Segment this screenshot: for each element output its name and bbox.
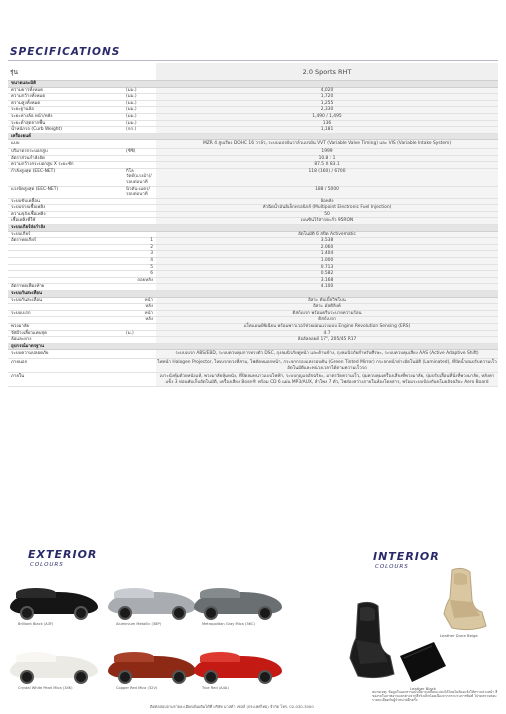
beige-seat-image: [432, 566, 492, 632]
spec-unit: [126, 350, 156, 358]
spec-label: [8, 258, 126, 264]
wheel-icon: [20, 606, 34, 620]
spec-row: [8, 265, 498, 272]
spec-row: [8, 162, 498, 169]
spec-value: 1,181: [156, 127, 498, 133]
spec-value: เบนซินไร้สารตะกั่ว 95RON: [156, 218, 498, 224]
wheel-icon: [204, 670, 218, 684]
spec-sublabel: 2: [150, 244, 153, 250]
spec-row: [8, 373, 498, 387]
spec-value: 1,720: [156, 94, 498, 100]
spec-value: หัวฉีดน้ำมันอิเล็กทรอนิกส์ (Multipoint Electronic Fuel Injection): [156, 205, 498, 211]
spec-value: 4.100: [156, 284, 498, 290]
spec-row: [8, 101, 498, 108]
spec-value: MZR 4 สูบเรียง DOHC 16 วาล์ว, ระบบแปรผันวาล์วแปรผัน VVT (Variable Valve Timing) และ VIS (Variable Intake System): [156, 140, 498, 148]
spec-row: [8, 324, 498, 331]
spec-label: ระบบขับเคลื่อน: [11, 198, 40, 204]
model-row: [8, 63, 498, 81]
spec-label: อัตราทดเฟืองท้าย: [11, 284, 45, 290]
wheel-icon: [20, 670, 34, 684]
spec-unit: (มม.): [126, 120, 137, 126]
spec-value: 0.582: [156, 271, 498, 277]
car-colour-label: Metropolitan Gray Mica (36C): [202, 622, 255, 626]
spec-row: [8, 304, 498, 311]
spec-unit: [126, 284, 156, 290]
spec-unit: (มม.): [126, 87, 137, 93]
spec-row: [8, 317, 498, 324]
spec-label: ความสูงทั้งหมด: [11, 100, 41, 106]
spec-label: ระยะต่ำสุดจากพื้น: [11, 120, 46, 126]
spec-value: 3.538: [156, 238, 498, 244]
spec-unit: [126, 140, 156, 148]
spec-row: [8, 156, 498, 163]
spec-unit: (มม.): [126, 100, 137, 106]
spec-row: [8, 199, 498, 206]
spec-label: อัตราทดเกียร์: [11, 238, 37, 244]
label-leather-black: Leather Black: [410, 686, 436, 691]
spec-row: [8, 127, 498, 134]
section-header: [8, 225, 498, 232]
spec-label: [8, 278, 126, 284]
spec-label: ล้อและยาง: [11, 337, 32, 343]
spec-row: [8, 245, 498, 252]
wheel-icon: [118, 670, 132, 684]
spec-row: [8, 350, 498, 359]
spec-label: พวงมาลัย: [11, 323, 30, 329]
section-header: [8, 344, 498, 351]
spec-row: [8, 149, 498, 156]
spec-label: ความจุถังเชื้อเพลิง: [11, 211, 46, 217]
spec-row: [8, 359, 498, 373]
spec-unit: [126, 337, 156, 343]
section-header: [8, 81, 498, 88]
spec-sublabel: หน้า: [144, 297, 153, 303]
spec-row: [8, 238, 498, 245]
spec-unit: (มม.): [126, 113, 137, 119]
spec-sublabel: หลัง: [145, 317, 153, 323]
spec-label: กำลังสูงสุด (EEC-NET): [11, 168, 56, 174]
spec-unit: [126, 212, 156, 218]
interior-note: หมายเหตุ: ข้อมูลในเอกสารฉบับนี้อาจเปลี่ยนแปลงได้โดยไม่ต้องแจ้งให้ทราบล่วงหน้า สีของรถในภาพอาจแตกต่างจากสีจริงเล็กน้อยเนื่องจากกระบวนการพิมพ์ โปรดตรวจสอบรายละเอียดกับผู้จำหน่ายอีกครั้ง: [372, 690, 498, 703]
spec-value: 4.7: [156, 331, 498, 337]
title-divider: [8, 60, 498, 61]
section-title: ระบบกันสะเทือน: [11, 291, 43, 296]
wheel-icon: [172, 606, 186, 620]
spec-value: 87.5 X 83.1: [156, 162, 498, 168]
section-header: [8, 291, 498, 298]
spec-label: ความยาวทั้งหมด: [11, 87, 43, 93]
spec-unit: (มม.): [126, 94, 137, 100]
spec-sublabel: หน้า: [144, 310, 153, 316]
car-colour-label: Copper Red Mica (32V): [116, 686, 158, 690]
spec-label: ปริมาตรกระบอกสูบ: [11, 148, 48, 154]
spec-sections: [8, 81, 498, 387]
spec-row: [8, 94, 498, 101]
spec-label: ความกว้างทั้งหมด: [11, 94, 46, 100]
spec-value: 3.168: [156, 278, 498, 284]
spec-row: [8, 232, 498, 239]
spec-row: [8, 107, 498, 114]
spec-label: [8, 304, 126, 310]
spec-value: ล้ออัลลอยด์ 17", 205/45 R17: [156, 337, 498, 343]
spec-value: 1999: [156, 149, 498, 155]
spec-value: ดิสก์เบรก พร้อมครีบระบายความร้อน: [156, 311, 498, 317]
label-leather-beige: Leather Dune Beige: [440, 633, 478, 638]
spec-label: [8, 265, 126, 271]
page-title: SPECIFICATIONS: [10, 46, 121, 58]
spec-value: 10.8 : 1: [156, 156, 498, 162]
spec-label: [8, 317, 126, 323]
car-colour-label: Crystal White Pearl Mica (34K): [18, 686, 73, 690]
spec-unit: [126, 205, 156, 211]
spec-value: ไฟหน้า Halogen Projector, ไฟเบรกดวงที่สาม, ไฟตัดหมอกหน้า, กระจกกรองแสงรอบคัน (Green Tinted Mirror) กระจกหน้าต่างอัตโนมัติ (Laminated), ที่ปัดน้ำฝนปรับความเร็วอัตโนมัติและหน่วงเวลาได้ตามความเร็วรถ: [157, 359, 497, 371]
wheel-icon: [258, 606, 272, 620]
spec-label: ระยะห่างล้อ หน้า/หลัง: [11, 113, 53, 119]
spec-value: ล้อหลัง: [156, 199, 498, 205]
interior-title: INTERIOR: [373, 550, 440, 563]
spec-row: [8, 258, 498, 265]
car-hood: [114, 588, 154, 598]
wheel-icon: [204, 606, 218, 620]
spec-value: อัตโนมัติ 6 สปีด Activematic: [156, 232, 498, 238]
spec-sublabel: 1: [150, 238, 153, 244]
spec-unit: (ม.): [126, 330, 134, 336]
wheel-icon: [258, 670, 272, 684]
spec-row: [8, 121, 498, 128]
section-title: อุปกรณ์มาตรฐาน: [11, 343, 44, 349]
spec-unit: (ซีซี): [126, 148, 136, 154]
spec-value: 1,490 / 1,495: [156, 114, 498, 120]
spec-row: [8, 169, 498, 187]
spec-row: [8, 271, 498, 278]
spec-unit: [126, 199, 156, 205]
spec-row: [8, 278, 498, 285]
spec-value: 1.404: [156, 251, 498, 257]
spec-value: 118 (160) / 6700: [156, 169, 498, 186]
spec-value: 1,255: [156, 101, 498, 107]
spec-label: แรงบิดสูงสุด (EEC-NET): [11, 186, 59, 192]
spec-unit: (มม.): [126, 107, 137, 113]
spec-value: ดิสก์เบรก: [156, 317, 498, 323]
spec-label: ระบบกันสะเทือน: [11, 297, 43, 303]
spec-value: 0.713: [156, 265, 498, 271]
car-hood: [114, 652, 154, 662]
wheel-icon: [74, 670, 88, 684]
spec-label: ภายนอก: [11, 359, 28, 365]
car-swatch: [6, 642, 102, 690]
spec-value: 2,330: [156, 107, 498, 113]
model-value: 2.0 Sports RHT: [156, 63, 498, 80]
section-title: ขนาดและมิติ: [11, 81, 36, 86]
section-header: [8, 134, 498, 141]
spec-value: 2.060: [156, 245, 498, 251]
exterior-title: EXTERIOR: [28, 548, 98, 561]
car-swatch: [104, 578, 200, 626]
spec-value: 1.000: [156, 258, 498, 264]
wheel-icon: [118, 606, 132, 620]
car-swatch: [6, 578, 102, 626]
spec-row: [8, 311, 498, 318]
spec-unit: [126, 232, 156, 238]
car-swatch: [190, 642, 286, 690]
spec-label: [8, 251, 126, 257]
spec-label: ภายใน: [11, 374, 25, 380]
spec-label: ระบบความปลอดภัย: [11, 351, 49, 357]
interior-subtitle: COLOURS: [375, 564, 409, 570]
spec-label: ระยะฐานล้อ: [11, 107, 34, 113]
black-seat-image: [340, 600, 400, 680]
spec-row: [8, 205, 498, 212]
spec-label: ระบบจ่ายเชื้อเพลิง: [11, 205, 46, 211]
spec-value: 188 / 5000: [156, 187, 498, 198]
spec-label: ระบบเบรก: [11, 310, 31, 316]
spec-value: เบาะนั่งหุ้มด้วยหนังแท้, พวงมาลัยหุ้มหนัง, ที่ปัดลมหนาวแบบไฟฟ้า, ระบบกุญแจอัจฉริยะ, มาตรวัดความเร็ว, ปุ่มควบคุมเครื่องเสียงที่พวงมาลัย, ปุ่มปรับเลื่อนที่นั่งที่พวงมาลัย, หลังคาแข็ง 3 ท่อนพับเก็บอัตโนมัติ, เครื่องเสียง Bose® พร้อม CD 6 แผ่น MP3/AUX, ลำโพง 7 ตัว, ไฟส่องสว่างภายในห้องโดยสาร, พร้อมระบบป้องกันขโมยอัจฉริยะ Aero Board: [156, 373, 498, 386]
spec-value: 4,020: [156, 88, 498, 94]
spec-value: อิสระ มัลติลิงค์: [156, 304, 498, 310]
spec-row: [8, 337, 498, 344]
spec-label: [8, 271, 126, 277]
spec-unit: กิโลวัตต์(แรงม้า)/รอบต่อนาที: [126, 168, 152, 185]
wheel-icon: [172, 670, 186, 684]
spec-unit: [126, 162, 156, 168]
spec-value: แร็คแอนด์พิเนียน พร้อมพาวเวอร์ช่วยผ่อนแรงแบบ Engine Revolution Sensing (ERS): [156, 324, 498, 330]
footer-contact: ติดต่อสอบถามรายละเอียดเพิ่มเติมได้ที่ บริษัท มาสด้า เซลส์ (ประเทศไทย) จำกัด โทร. 02-030-3000: [150, 704, 314, 709]
spec-label: รัศมีวงเลี้ยวแคบสุด: [11, 330, 47, 336]
car-swatch: [104, 642, 200, 690]
spec-row: [8, 212, 498, 219]
spec-sublabel: ถอยหลัง: [137, 277, 153, 283]
spec-label: เชื้อเพลิงที่ใช้: [11, 218, 36, 224]
car-colour-label: Brilliant Black (A3F): [18, 622, 54, 626]
car-colour-label: Aluminium Metallic (38P): [116, 622, 162, 626]
spec-sublabel: 6: [150, 271, 153, 277]
spec-row: [8, 140, 498, 149]
spec-row: [8, 284, 498, 291]
spec-row: [8, 251, 498, 258]
car-hood: [16, 588, 56, 598]
spec-sublabel: 3: [150, 251, 153, 257]
spec-sublabel: 4: [150, 258, 153, 264]
spec-value: ระบบเบรก ABS/EBD, ระบบควบคุมการทรงตัว DSC, ถุงลมนิรภัยคู่หน้า และด้านข้าง, ถุงลมนิรภัยสำหรับศีรษะ, ระบบควบคุมเสียง AAS (Active Adaptive Shift): [156, 350, 498, 358]
spec-label: ระบบเกียร์: [11, 231, 31, 237]
section-title: เครื่องยนต์: [11, 133, 32, 139]
spec-unit: [126, 324, 156, 330]
spec-row: [8, 114, 498, 121]
spec-label: [8, 245, 126, 251]
exterior-subtitle: COLOURS: [30, 562, 64, 568]
specifications-table: [8, 63, 498, 387]
spec-row: [8, 331, 498, 338]
spec-unit: [126, 359, 156, 372]
car-hood: [200, 588, 240, 598]
spec-row: [8, 88, 498, 95]
spec-unit: (กก.): [126, 127, 137, 133]
leather-swatch-image: [398, 640, 448, 684]
spec-unit: นิวตัน-เมตร/รอบต่อนาที: [126, 186, 150, 198]
spec-value: 136: [156, 121, 498, 127]
wheel-icon: [74, 606, 88, 620]
spec-unit: [126, 218, 156, 224]
spec-label: ความกว้างกระบอกสูบ X ระยะชัก: [11, 162, 74, 168]
spec-sublabel: 5: [150, 264, 153, 270]
spec-value: อิสระ ดับเบิ้ลวิชโบน: [156, 298, 498, 304]
spec-unit: [126, 373, 156, 386]
car-swatch: [190, 578, 286, 626]
spec-row: [8, 187, 498, 199]
model-label: รุ่น: [10, 68, 18, 76]
spec-label: อัตราส่วนกำลังอัด: [11, 155, 45, 161]
spec-value: 50: [156, 212, 498, 218]
spec-sublabel: หลัง: [145, 304, 153, 310]
car-colour-label: True Red (A4A): [202, 686, 229, 690]
spec-label: น้ำหนักรถ (Curb Weight): [11, 127, 62, 133]
spec-label: แบบ: [11, 141, 20, 147]
car-hood: [16, 652, 56, 662]
car-hood: [200, 652, 240, 662]
section-title: ระบบเกียร์ส่งกำลัง: [11, 225, 46, 231]
spec-row: [8, 218, 498, 225]
spec-unit: [126, 156, 156, 162]
spec-row: [8, 298, 498, 305]
